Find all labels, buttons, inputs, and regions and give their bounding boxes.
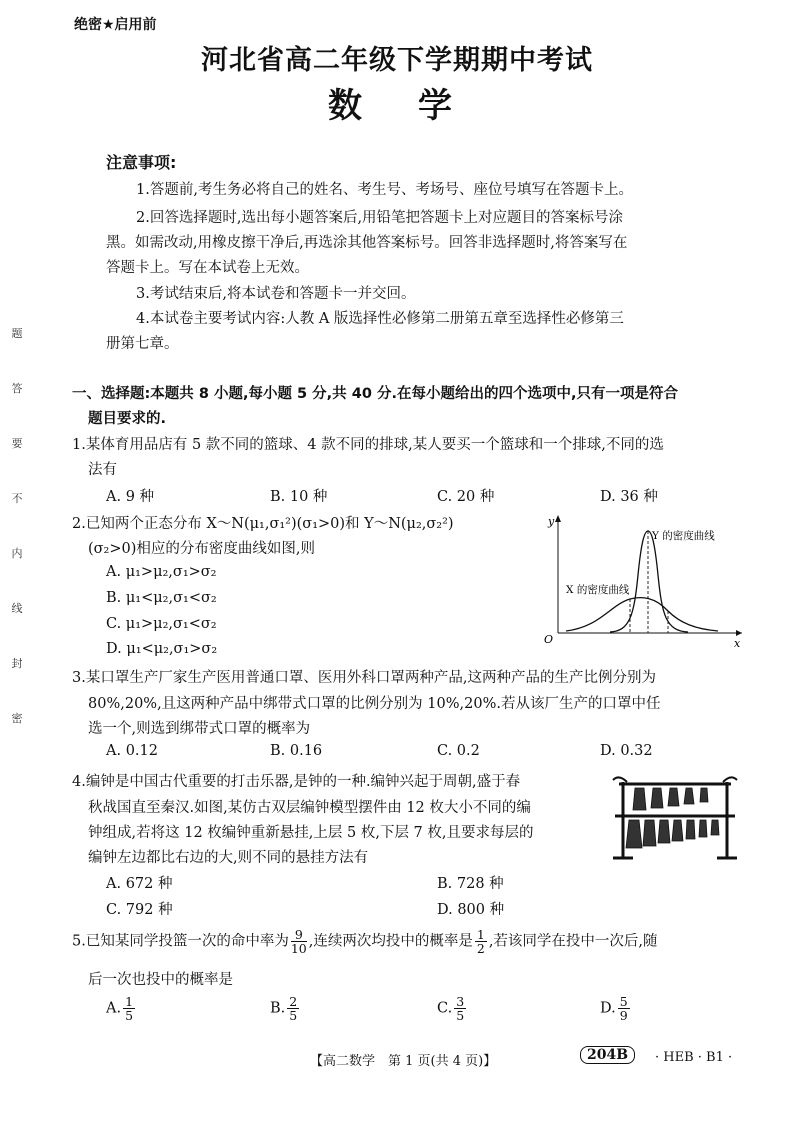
frac-den: 10 <box>290 941 307 956</box>
frac-den: 5 <box>289 1008 298 1023</box>
frac-num: 3 <box>456 994 465 1009</box>
x-curve-label: X 的密度曲线 <box>566 584 630 596</box>
y-axis-label: y <box>548 515 555 528</box>
question-4-cont: 编钟左边都比右边的大,则不同的悬挂方法有 <box>88 850 369 866</box>
question-4-cont: 秋战国直至秦汉.如图,某仿古双层编钟模型摆件由 12 枚大小不同的编 <box>88 800 531 816</box>
side-margin-char: 要 <box>11 437 23 450</box>
q5-text-mid: ,连续两次均投中的概率是 <box>308 933 473 950</box>
notice-heading: 注意事项: <box>106 153 177 172</box>
question-3-cont: 选一个,则选到绑带式口罩的概率为 <box>88 721 311 737</box>
question-5-cont: 后一次也投中的概率是 <box>88 972 233 988</box>
frac-num: 1 <box>125 994 134 1009</box>
q1-option-b: B. 10 种 <box>270 489 328 505</box>
side-margin-char: 封 <box>11 657 23 670</box>
option-fraction <box>454 995 466 1022</box>
notice-line: 1.答题前,考生务必将自己的姓名、考生号、考场号、座位号填写在答题卡上。 <box>136 182 633 198</box>
option-label: C. <box>437 1000 453 1017</box>
q4-option-d: D. 800 种 <box>437 902 505 918</box>
q1-option-a: A. 9 种 <box>106 489 155 505</box>
y-curve-label: Y 的密度曲线 <box>652 530 715 542</box>
option-fraction <box>618 995 630 1022</box>
section-heading: 一、选择题:本题共 8 小题,每小题 5 分,共 40 分.在每小题给出的四个选项中,只有一项是符合 <box>72 386 678 402</box>
subject-title: 数学 <box>328 86 508 126</box>
q5-option-c <box>437 995 468 1022</box>
q1-option-d: D. 36 种 <box>600 489 658 505</box>
notice-line: 答题卡上。写在本试卷上无效。 <box>106 260 309 276</box>
option-fraction <box>287 995 299 1022</box>
fraction-1-2 <box>475 928 487 955</box>
q5-option-d <box>600 995 632 1022</box>
q5-text-pre: 5.已知某同学投篮一次的命中率为 <box>72 933 289 950</box>
confidential-mark: 绝密★启用前 <box>74 17 157 33</box>
frac-num: 2 <box>289 994 298 1009</box>
bianzhong-bells-image <box>605 772 745 862</box>
x-axis-arrow <box>736 630 742 636</box>
side-margin-char: 答 <box>11 382 23 395</box>
q5-text-post: ,若该同学在投中一次后,随 <box>488 933 658 950</box>
side-margin-char: 线 <box>11 602 23 615</box>
normal-density-figure <box>530 505 750 655</box>
fraction-9-10 <box>291 928 307 955</box>
q4-option-c: C. 792 种 <box>106 902 173 918</box>
q4-option-b: B. 728 种 <box>437 876 504 892</box>
q2-option-a: A. μ₁>μ₂,σ₁>σ₂ <box>106 564 217 580</box>
q2-option-d: D. μ₁<μ₂,σ₁>σ₂ <box>106 641 218 657</box>
q4-option-a: A. 672 种 <box>106 876 173 892</box>
q3-option-c: C. 0.2 <box>437 743 480 759</box>
q3-option-b: B. 0.16 <box>270 743 323 759</box>
option-label: B. <box>270 1000 286 1017</box>
side-margin-char: 不 <box>11 492 23 505</box>
q2-option-c: C. μ₁>μ₂,σ₁<σ₂ <box>106 616 217 632</box>
question-3: 3.某口罩生产厂家生产医用普通口罩、医用外科口罩两种产品,这两种产品的生产比例分别为 <box>72 670 656 686</box>
frac-num: 9 <box>291 928 307 942</box>
question-4: 4.编钟是中国古代重要的打击乐器,是钟的一种.编钟兴起于周朝,盛于春 <box>72 774 521 790</box>
frac-num: 1 <box>476 927 485 942</box>
notice-line: 4.本试卷主要考试内容:人教 A 版选择性必修第二册第五章至选择性必修第三 <box>136 311 624 327</box>
section-heading-cont: 题目要求的. <box>88 411 167 427</box>
frac-den: 2 <box>476 941 485 956</box>
side-margin-char: 题 <box>11 327 23 340</box>
q1-option-c: C. 20 种 <box>437 489 495 505</box>
notice-line: 3.考试结束后,将本试卷和答题卡一并交回。 <box>136 286 416 302</box>
q5-option-b <box>270 995 301 1022</box>
side-margin-char: 内 <box>11 547 23 560</box>
q5-option-a <box>106 995 137 1022</box>
question-4-cont: 钟组成,若将这 12 枚编钟重新悬挂,上层 5 枚,下层 7 枚,且要求每层的 <box>88 825 534 841</box>
question-3-cont: 80%,20%,且这两种产品中绑带式口罩的比例分别为 10%,20%.若从该厂生产的口罩中任 <box>88 696 661 712</box>
option-fraction <box>123 995 135 1022</box>
series-code: · HEB · B1 · <box>655 1050 733 1065</box>
question-2: 2.已知两个正态分布 X～N(μ₁,σ₁²)(σ₁>0)和 Y～N(μ₂,σ₂²) <box>72 516 454 532</box>
notice-line: 黑。如需改动,用橡皮擦干净后,再选涂其他答案标号。回答非选择题时,将答案写在 <box>106 235 628 251</box>
question-1-cont: 法有 <box>88 462 117 478</box>
paper-code: 204B <box>580 1046 635 1064</box>
y-axis-arrow <box>555 515 561 522</box>
x-axis-label: x <box>734 637 741 650</box>
exam-title: 河北省高二年级下学期期中考试 <box>201 45 593 76</box>
x-density-curve <box>566 598 718 631</box>
q3-option-a: A. 0.12 <box>106 743 158 759</box>
q2-option-b: B. μ₁<μ₂,σ₁<σ₂ <box>106 590 217 606</box>
y-density-curve <box>610 531 688 632</box>
notice-line: 册第七章。 <box>106 336 179 352</box>
question-1: 1.某体育用品店有 5 款不同的篮球、4 款不同的排球,某人要买一个篮球和一个排球,不同的选 <box>72 437 664 453</box>
side-margin-char: 密 <box>11 712 23 725</box>
q3-option-d: D. 0.32 <box>600 743 653 759</box>
frac-den: 5 <box>456 1008 465 1023</box>
option-label: D. <box>600 1000 616 1017</box>
question-5 <box>72 928 658 955</box>
question-2-cont: (σ₂>0)相应的分布密度曲线如图,则 <box>88 541 316 557</box>
option-label: A. <box>106 1000 122 1017</box>
origin-label: O <box>544 633 554 646</box>
frac-den: 9 <box>619 1008 628 1023</box>
notice-line: 2.回答选择题时,选出每小题答案后,用铅笔把答题卡上对应题目的答案标号涂 <box>136 210 624 226</box>
frac-den: 5 <box>125 1008 134 1023</box>
frac-num: 5 <box>619 994 628 1009</box>
page-info: 【高二数学 第 1 页(共 4 页)】 <box>310 1054 497 1069</box>
